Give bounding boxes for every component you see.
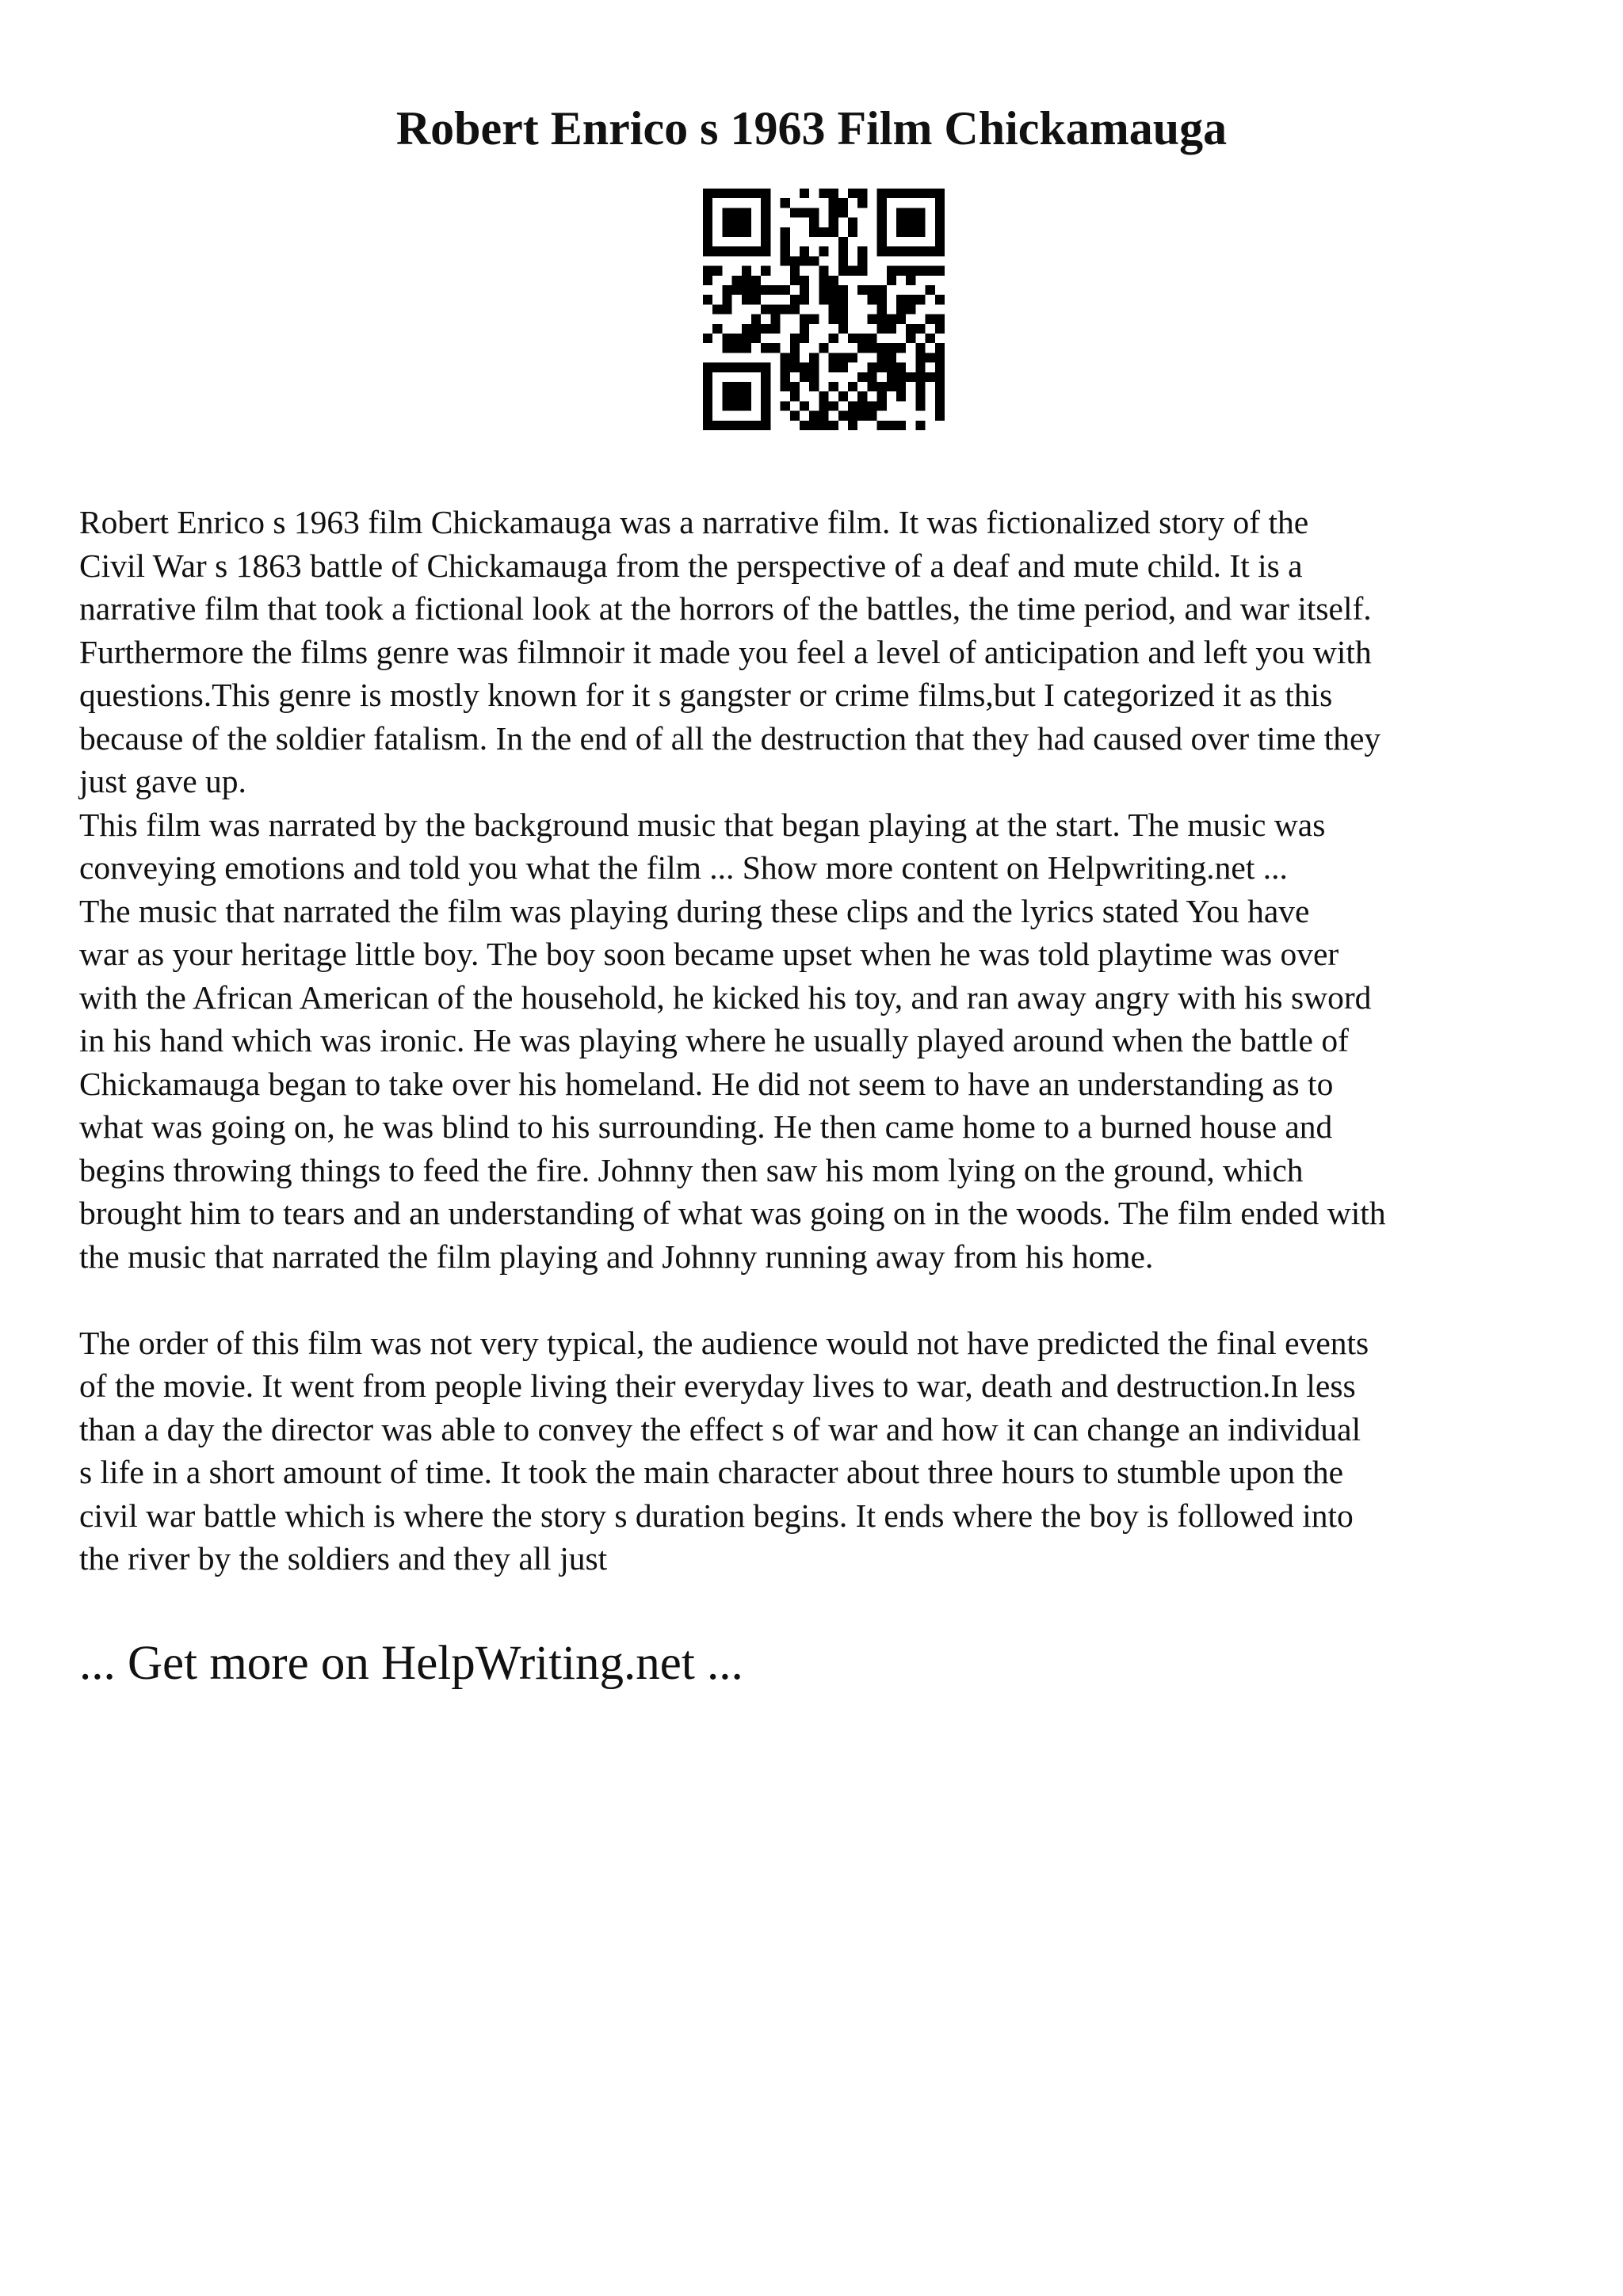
- qr-code-icon[interactable]: [703, 189, 945, 430]
- page-title: Robert Enrico s 1963 Film Chickamauga: [395, 102, 1228, 154]
- paragraph-1: Robert Enrico s 1963 film Chickamauga was a narrative film. It was fictionalized story of the Civil War s 1863 battle of Chickamauga from the perspective of a deaf and mute child. It is a narrative film that took a fictional look at the horrors of the battles, the time period, and war itself. Furthermore the films genre was filmnoir it made you feel a level of anticipation and left you with questions.This genre is mostly known for it s gangster or crime films,but I categorized it as this because of the soldier fatalism. In the end of all the destruction that they had caused over time they just gave up.: [79, 504, 1381, 799]
- paragraph-4: The order of this film was not very typical, the audience would not have predicted the final events of the movie. It went from people living their everyday lives to war, death and destruction.In less than a day the director was able to convey the effect s of war and how it can change an individual s life in a short amount of time. It took the main character about three hours to stumble upon the civil war battle which is where the story s duration begins. It ends where the boy is followed into the river by the soldiers and they all just: [79, 1324, 1369, 1577]
- get-more-link[interactable]: ... Get more on HelpWriting.net ...: [79, 1637, 743, 1690]
- paragraph-2: This film was narrated by the background music that began playing at the start. The music was conveying emotions and told you what the film ... Show more content on Helpwriting.net ...: [79, 806, 1326, 886]
- paragraph-3: The music that narrated the film was playing during these clips and the lyrics stated You have war as your heritage little boy. The boy soon became upset when he was told playtime was over with the African American of the household, he kicked his toy, and ran away angry with his sword in his hand which was ironic. He was playing where he usually played around when the battle of Chickamauga began to take over his homeland. He did not seem to have an understanding as to what was going on, he was blind to his surrounding. He then came home to a burned house and begins throwing things to feed the fire. Johnny then saw his mom lying on the ground, which brought him to tears and an understanding of what was going on in the woods. The film ended with the music that narrated the film playing and Johnny running away from his home.: [79, 892, 1386, 1275]
- article-body: [79, 501, 1569, 1581]
- qr-code-graphic: [703, 189, 945, 430]
